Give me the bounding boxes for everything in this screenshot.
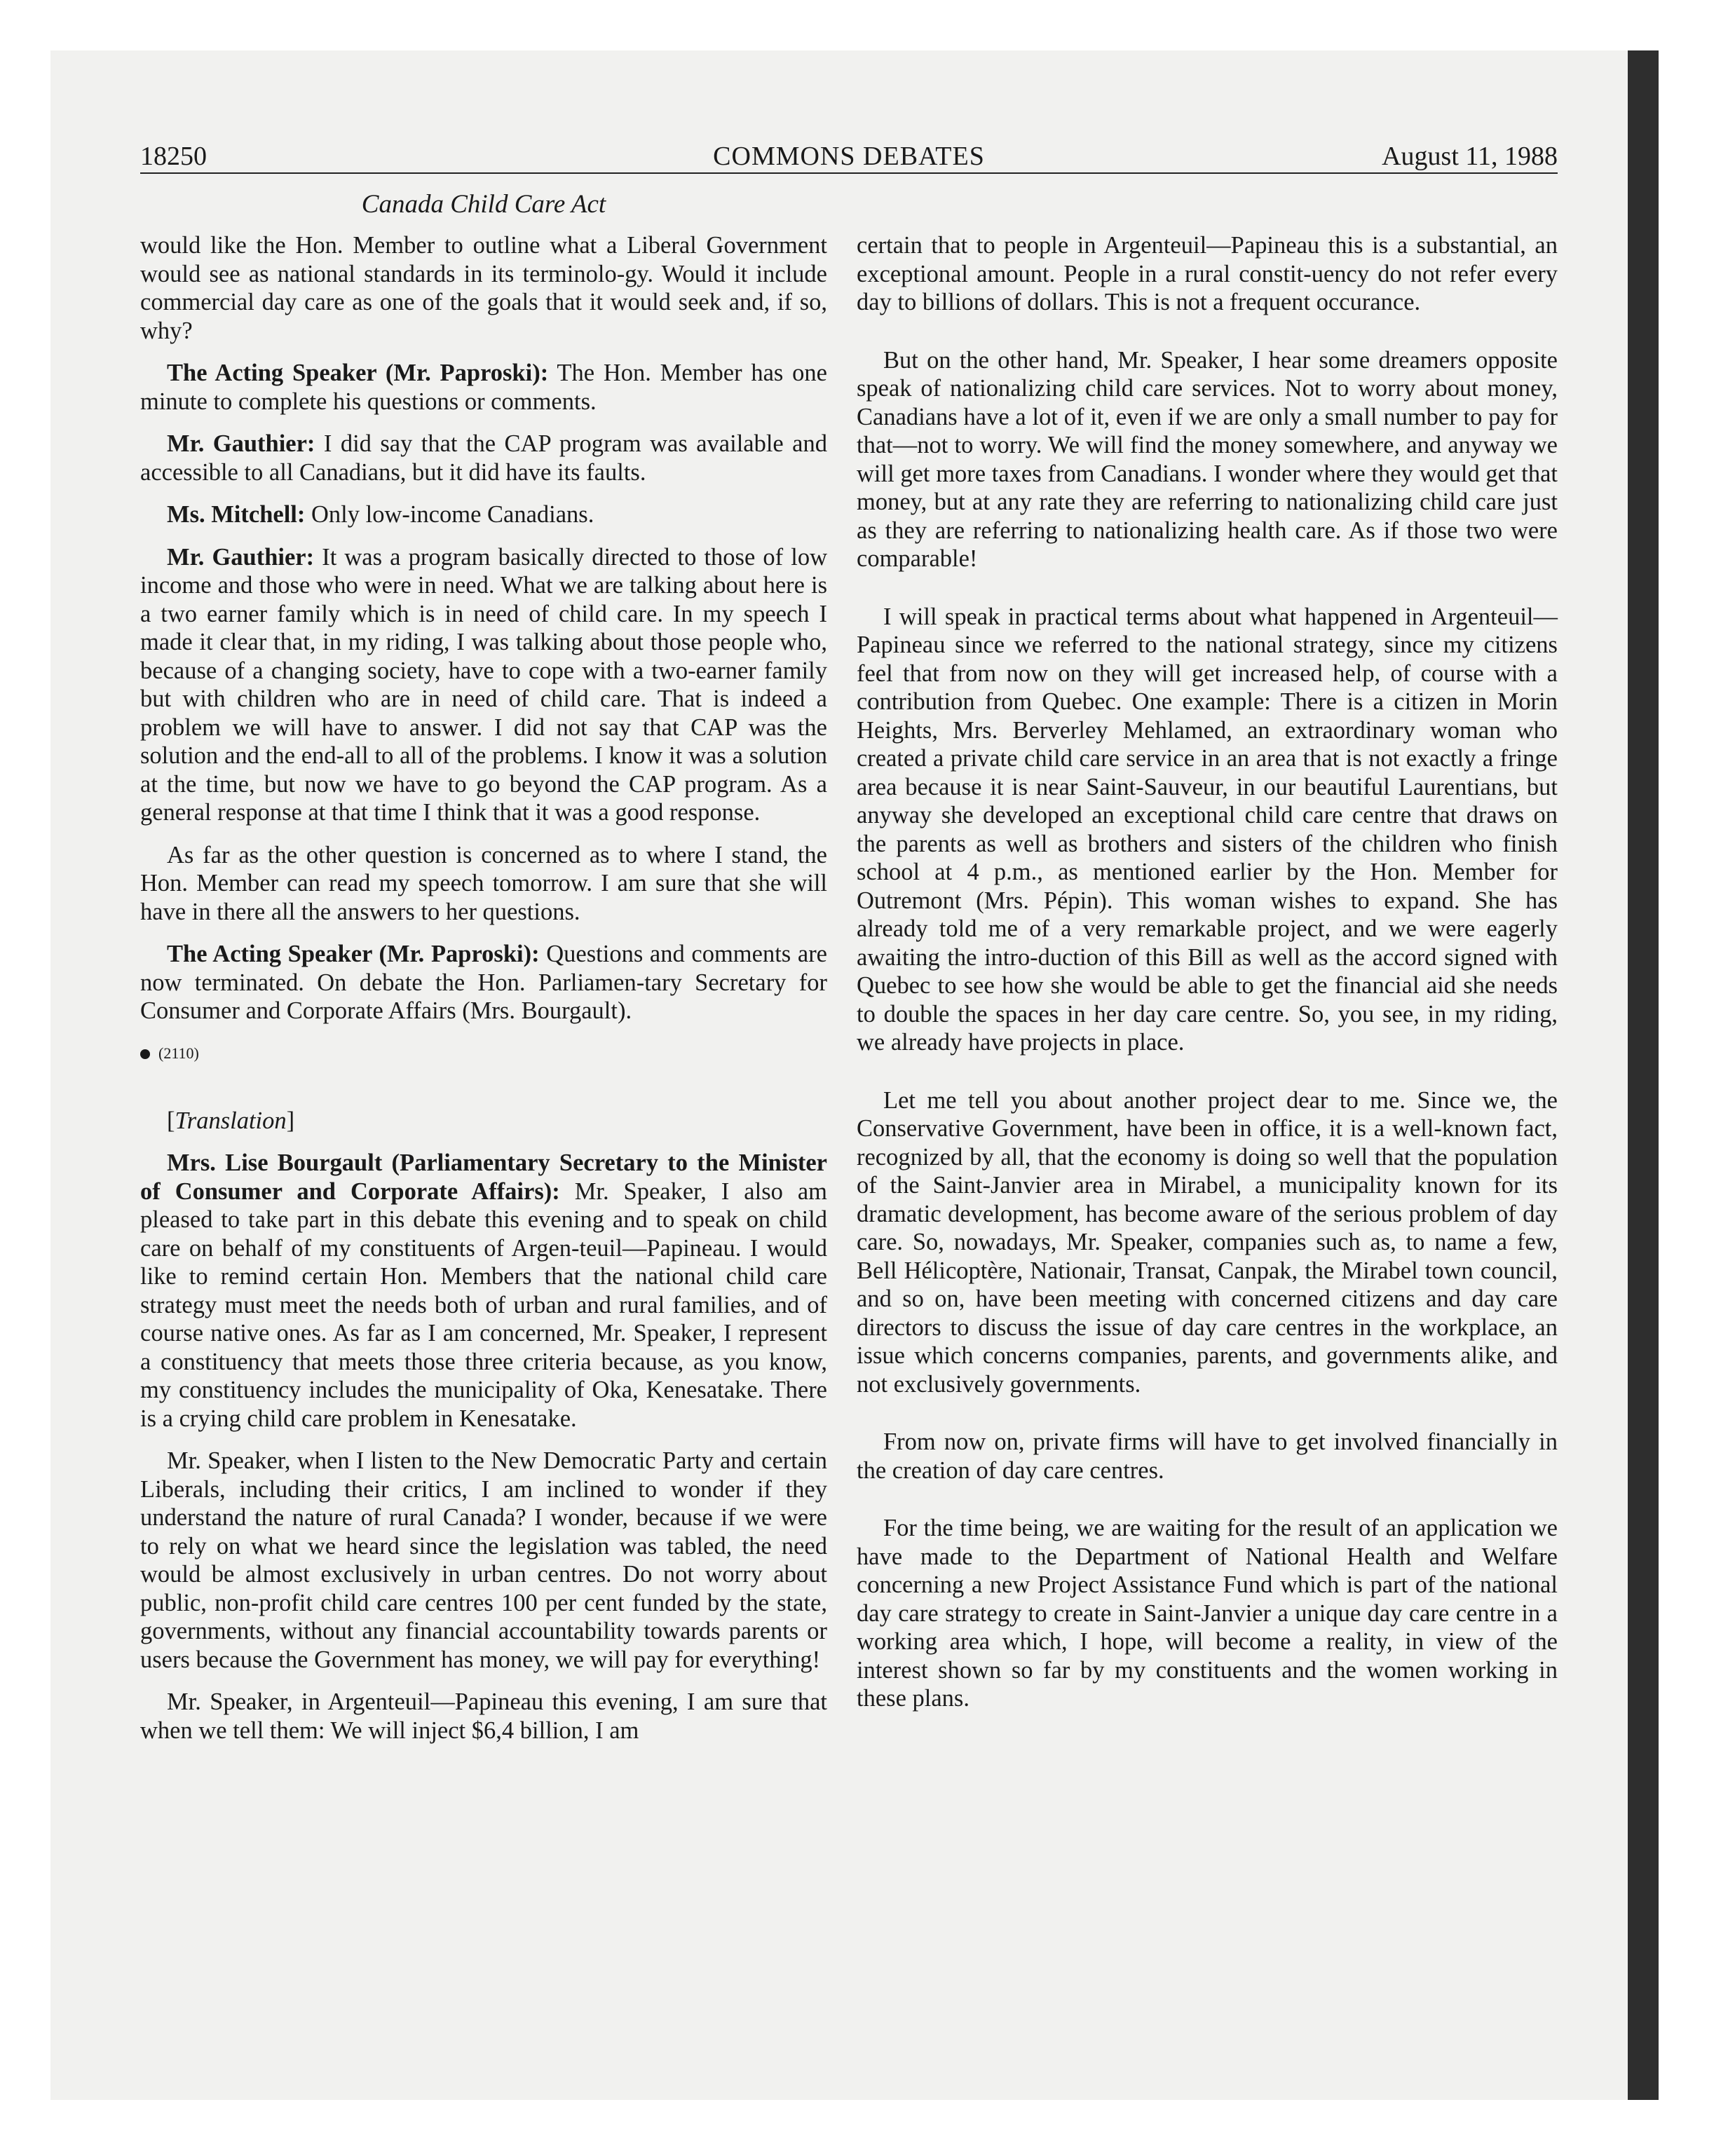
page-number: 18250 [140, 142, 207, 171]
speech-text: Only low-income Canadians. [305, 501, 594, 528]
left-column [140, 231, 827, 1759]
paragraph: From now on, private firms will have to get involved financially in the creation of day care centres. [857, 1428, 1558, 1484]
right-column [857, 231, 1558, 1742]
paragraph: But on the other hand, Mr. Speaker, I hear some dreamers opposite speak of nationalizing child care services. Not to worry about money, Canadians have a lot of it, even if we are only a small number to pay for that—not to worry. We will find the money somewhere, and anyway we will get more taxes from Canadians. I wonder where they would get that money, but at any rate they are referring to nationalizing child care just as they are referring to nationalizing health care. As if those two were comparable! [857, 346, 1558, 572]
speaker-name: Ms. Mitchell: [167, 501, 306, 528]
header-rule [140, 172, 1558, 174]
translation-label: [Translation] [167, 1107, 295, 1134]
publication-title: COMMONS DEBATES [713, 142, 985, 171]
speaker-name: Mr. Gauthier: [167, 430, 315, 457]
speaker-name: The Acting Speaker (Mr. Paproski): [167, 360, 549, 386]
page-header [140, 140, 1558, 172]
paragraph: Mr. Speaker, when I listen to the New Democratic Party and certain Liberals, including their critics, I am inclined to wonder if they understand the nature of rural Canada? I wonder, because if we were to rely on what we heard since the legislation was tabled, the need would be almost exclusively in urban centres. Do not worry about public, non-profit child care centres 100 per cent funded by the state, governments, without any financial accountability towards parents or users because the Government has money, we will pay for everything! [140, 1447, 827, 1673]
paragraph [140, 940, 827, 1025]
speech-text: The Hon. Member has one minute to complete his questions or comments. [140, 360, 827, 415]
section-title: Canada Child Care Act [361, 190, 606, 219]
bullet-icon [140, 1049, 150, 1059]
paragraph: certain that to people in Argenteuil—Papineau this is a substantial, an exceptional amount. People in a rural constit-uency do not refer every day to billions of dollars. This is not a frequent occurance. [857, 232, 1558, 315]
paragraph: would like the Hon. Member to outline what a Liberal Government would see as national standards in its terminolo-gy. Would it include commercial day care as one of the goals that it would seek and, if so, why? [140, 232, 827, 344]
speech-text: Mr. Speaker, I also am pleased to take part in this debate this evening and to speak on child care on behalf of my constituents of Argen-teuil—Papineau. I would like to remind certain Hon. Members that the national child care strategy must meet the needs both of urban and rural families, and of course native ones. As far as I am concerned, Mr. Speaker, I represent a constituency that meets those three criteria because, as you know, my constituency includes the municipality of Oka, Kenesatake. There is a crying child care problem in Kenesatake. [140, 1178, 827, 1432]
translation-label-text: Translation [175, 1107, 287, 1134]
time-marker-text: (2110) [158, 1044, 199, 1062]
speech-text: It was a program basically directed to those of low income and those who were in need. What we are talking about here is a two earner family which is in need of child care. In my speech I made it clear that, in my riding, I was talking about those people who, because of a changing society, have to cope with a two-earner family but with children who are in need of child care. That is indeed a problem we will have to answer. I did not say that CAP was the solution and the end-all to all of the problems. I know it was a solution at the time, but now we have to go beyond the CAP program. As a general response at that time I think that it was a good response. [140, 543, 827, 826]
time-marker [140, 1039, 827, 1067]
paragraph: I will speak in practical terms about what happened in Argenteuil—Papineau since we referred to the national strategy, since my citizens feel that from now on they will get increased help, of course with a contribution from Quebec. One example: There is a citizen in Morin Heights, Mrs. Berverley Mehlamed, an extraordinary woman who created a private child care service in an area that is not exactly a fringe area because it is near Saint-Sauveur, in our beautiful Laurentians, but anyway she developed an exceptional child care centre that draws on the parents as well as brothers and sisters of the children who finish school at 4 p.m., as mentioned earlier by the Hon. Member for Outremont (Mrs. Pépin). This woman wishes to expand. She has already told me of a very remarkable project, and we were eagerly awaiting the intro-duction of this Bill as well as the accord signed with Quebec to see how she would be able to get the financial aid she needs to double the spaces in her day care centre. So, you see, in my riding, we already have projects in place. [857, 603, 1558, 1056]
paragraph [140, 359, 827, 416]
paragraph [140, 500, 827, 529]
paragraph: As far as the other question is concerned as to where I stand, the Hon. Member can read my speech tomorrow. I am sure that she will have in there all the answers to her questions. [140, 841, 827, 925]
paragraph [140, 430, 827, 486]
paragraph [140, 1149, 827, 1433]
page-date: August 11, 1988 [1382, 142, 1558, 171]
speaker-name: The Acting Speaker (Mr. Paproski): [167, 941, 540, 967]
paragraph: Let me tell you about another project dear to me. Since we, the Conservative Government, have been in office, it is a well-known fact, recognized by all, that the economy is doing so well that the population of the Saint-Janvier area in Mirabel, a municipality known for its dramatic development, has become aware of the serious problem of day care. So, nowadays, Mr. Speaker, companies such as, to name a few, Bell Hélicoptère, Nationair, Transat, Canpak, the Mirabel town council, and so on, have been meeting with concerned citizens and day care directors to discuss the issue of day care centres in the workplace, an issue which concerns companies, parents, and governments alike, and not exclusively governments. [857, 1086, 1558, 1398]
speech-text: Questions and comments are now terminated. On debate the Hon. Parliamen-tary Secretary for Consumer and Corporate Affairs (Mrs. Bourgault). [140, 941, 827, 1024]
scan-border [1628, 50, 1659, 2100]
speaker-name: Mrs. Lise Bourgault (Parliamentary Secretary to the Minister of Consumer and Corporate Affairs): [140, 1149, 827, 1205]
speech-text: I did say that the CAP program was available and accessible to all Canadians, but it did have its faults. [140, 430, 827, 486]
speaker-name: Mr. Gauthier: [167, 543, 315, 571]
paragraph: For the time being, we are waiting for the result of an application we have made to the Department of National Health and Welfare concerning a new Project Assistance Fund which is part of the national day care strategy to create in Saint-Janvier a unique day care centre in a working area which, I hope, will become a reality, in view of the interest shown so far by my constituents and the women working in these plans. [857, 1515, 1558, 1712]
paragraph: Mr. Speaker, in Argenteuil—Papineau this evening, I am sure that when we tell them: We will inject $6,4 billion, I am [140, 1688, 827, 1744]
paragraph [140, 543, 827, 827]
